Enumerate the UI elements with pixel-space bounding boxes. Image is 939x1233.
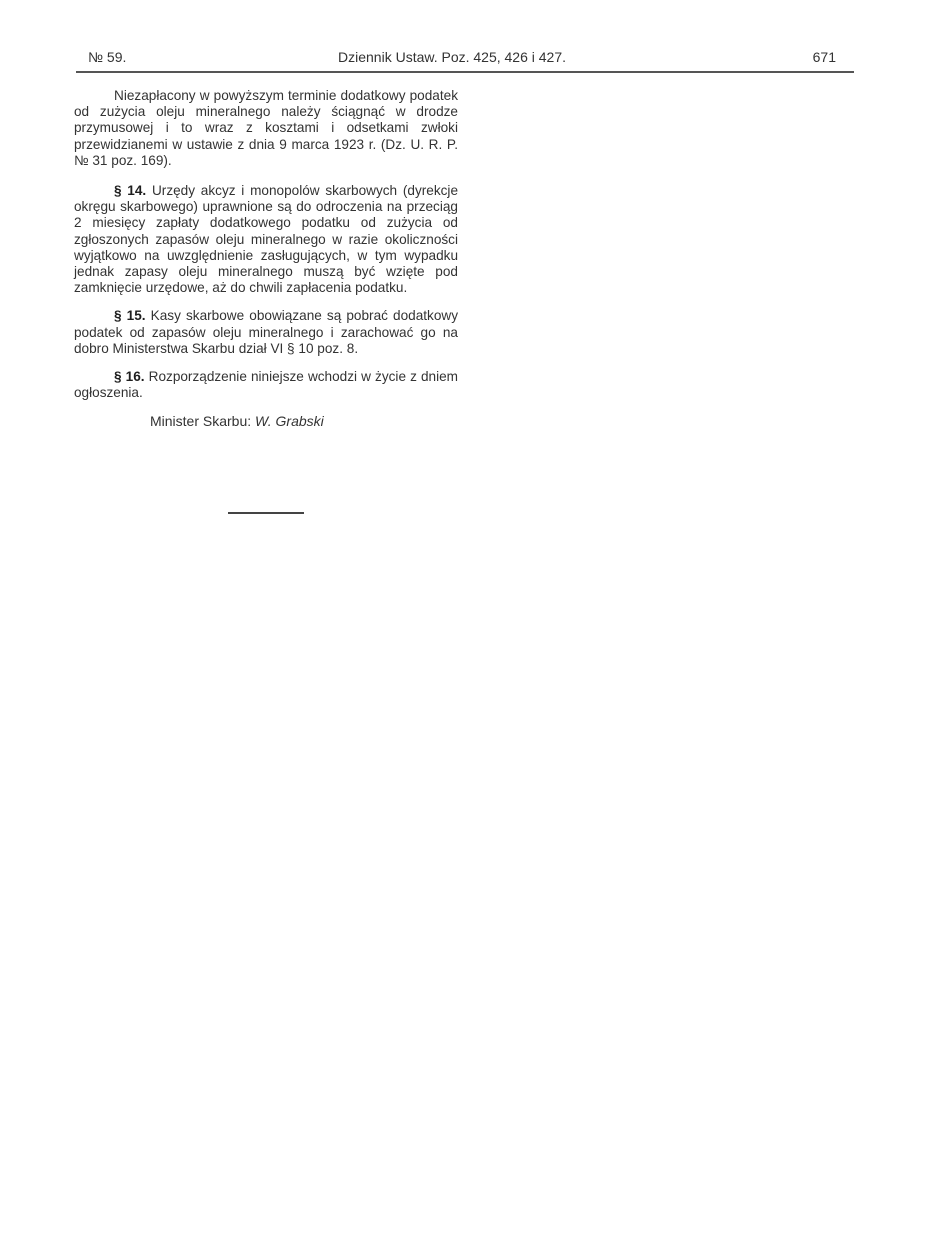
signature-line <box>74 413 458 429</box>
section-number: § 15. <box>114 308 146 324</box>
text-column <box>74 88 458 430</box>
paragraph-text: Urzędy akcyz i monopolów skarbowych (dyrekcje okręgu skarbowego) uprawnione są do odroczenia na przeciąg 2 miesięcy zapłaty dodatkowego podatku od zużycia od zgłoszonych zapasów oleju mineralnego w razie okoliczności wyjątkowo na uwzględnienie zasługujących, w tym wypadku jednak zapasy oleju mineralnego muszą być wzięte pod zamknięcie urzędowe, aż do chwili zapłacenia podatku. <box>74 183 459 296</box>
header-rule <box>76 71 854 73</box>
paragraph-section-14 <box>74 183 458 296</box>
issue-number: № 59. <box>88 49 127 65</box>
paragraph-text: Rozporządzenie niniejsze wchodzi w życie z dniem ogłoszenia. <box>74 369 459 401</box>
paragraph-text: Kasy skarbowe obowiązane są pobrać dodatkowy podatek od zapasów oleju mineralnego i zarachować go na dobro Ministerstwa Skarbu dział VI § 10 poz. 8. <box>74 308 459 356</box>
section-number: § 14. <box>114 183 147 199</box>
paragraph-text: Niezapłacony w powyższym terminie dodatkowy podatek od zużycia oleju mineralnego należy ściągnąć w drodze przymusowej i to wraz z kosztami i odsetkami zwłoki przewidzianemi w ustawie z dnia 9 marca 1923 r. (Dz. U. R. P. № 31 poz. 169). <box>74 88 458 168</box>
signature-name: W. Grabski <box>255 413 324 430</box>
section-number: § 16. <box>114 369 145 385</box>
paragraph-section-16 <box>74 369 458 401</box>
signature-title: Minister Skarbu: <box>150 413 252 430</box>
page-header <box>76 49 854 69</box>
page-number: 671 <box>812 49 836 65</box>
end-rule <box>228 512 304 514</box>
paragraph-unpaid-tax <box>74 88 458 169</box>
paragraph-section-15 <box>74 308 458 357</box>
journal-title: Dziennik Ustaw. Poz. 425, 426 i 427. <box>338 49 567 65</box>
